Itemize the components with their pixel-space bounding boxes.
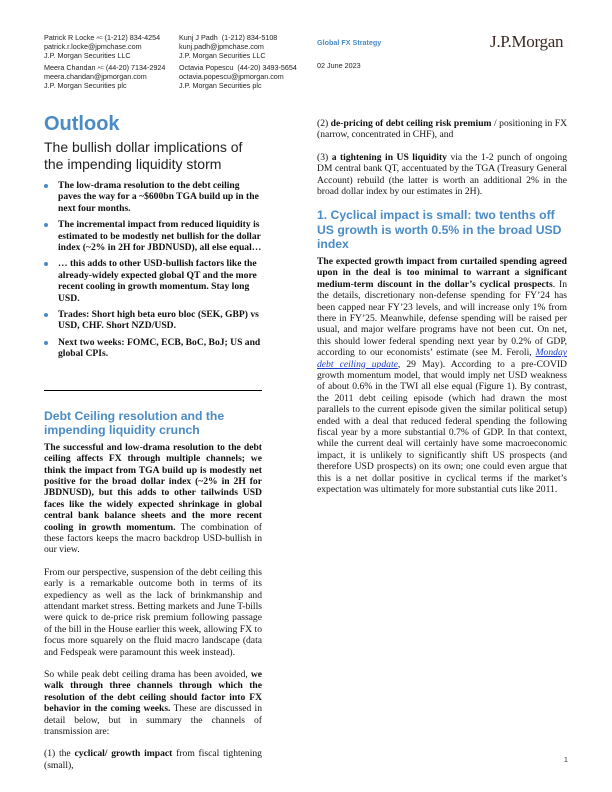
author-entity: J.P. Morgan Securities LLC — [44, 51, 131, 61]
bullet-icon — [44, 262, 48, 266]
author-column-right — [179, 33, 329, 92]
channel-1 — [44, 748, 262, 771]
text: via the 1-2 punch of ongoing DM central bank QT, accentuated by the TGA (Treasury General Account) rebuild (the latter is worth an additional 2% in the broad dollar index by our estimates in 2H). — [317, 151, 567, 198]
analyst-cert-mark: AC — [96, 35, 103, 40]
bullet-icon — [44, 313, 48, 317]
text: (3) — [317, 151, 332, 163]
section-title: 1. Cyclical impact is small: two tenths off US growth is worth 0.5% in the broad USD index — [317, 208, 562, 252]
text: (2) — [317, 118, 331, 129]
bullet-icon — [44, 184, 48, 188]
text: / positioning in FX (narrow, concentrated in CHF), and — [317, 118, 567, 141]
analyst-cert-mark: AC — [97, 64, 104, 70]
bold-text: The successful and low-drama resolution to the debt ceiling affects FX through multiple channels; we think the impact from TGA build up is modestly net positive for the broad dollar index (~2% in 2H for JBDNUSD), but this adds to other tailwinds USD faces like the widely expected shrinkage in global central bank balance sheets and the more recent cooling in growth momentum. — [44, 441, 262, 533]
left-column — [44, 113, 262, 782]
paragraph — [44, 442, 262, 556]
author-entry — [179, 33, 329, 61]
bullet-icon — [44, 223, 48, 227]
paragraph — [44, 669, 262, 737]
paragraph: From our perspective, suspension of the debt ceiling this early is a remarkable outcome both in terms of its expediency as well as the lack of brinkmanship and attendant market stress. Betting markets and June T-bills were quick to de-price risk premium following passage of the bill in the House earlier this week, allowing FX to focus more squarely on the fluid macro landscape (data and Fedspeak were paramount this week instead). — [44, 566, 262, 658]
section-divider — [44, 390, 262, 391]
outlook-title: Outlook — [44, 113, 120, 135]
author-entry — [179, 63, 329, 91]
key-points-list — [44, 180, 262, 360]
author-entity: J.P. Morgan Securities plc — [179, 81, 262, 91]
right-column — [317, 118, 567, 506]
text: from fiscal tightening (small), — [44, 748, 262, 771]
report-header — [317, 38, 381, 70]
author-phone: (1-212) 834-4254 — [104, 33, 161, 42]
channel-3 — [317, 152, 567, 198]
bullet-icon — [44, 341, 48, 345]
author-name: Kunj J Padh — [179, 33, 218, 42]
author-phone: (44-20) 3493-5654 — [237, 62, 297, 72]
text: . In the details, discretionary non-defense spending for FY’24 has been capped near FY’23 levels, and will increase only 1% from there in FY’25. Meanwhile, defense spending will be raised per usual, and major welfare programs have not been cut. On net, this should lower federal spending next year by 0.2% of GDP, according to our economists’ estimate (see M. Feroli, — [317, 278, 567, 359]
outlook-subtitle: The bullish dollar implications of the impending liquidity storm — [44, 139, 243, 172]
key-point-text: Next two weeks: FOMC, ECB, BoC, BoJ; US and global CPIs. — [58, 336, 261, 360]
author-email[interactable]: meera.chandan@jpmorgan.com — [44, 71, 147, 81]
report-series: Global FX Strategy — [317, 38, 382, 47]
bold-text: The expected growth impact from curtailed spending agreed upon in the deal is too minimal to warrant a significant medium-term discount in the dollar’s cyclical prospects — [317, 255, 567, 290]
author-entity: J.P. Morgan Securities plc — [44, 81, 127, 91]
author-email[interactable]: patrick.r.locke@jpmchase.com — [44, 42, 142, 52]
author-name: Octavia Popescu — [179, 62, 234, 72]
key-point-text: The incremental impact from reduced liquidity is estimated to be modestly net bullish for the dollar index (~2% in 2H for JBDNUSD), all else equal… — [58, 219, 262, 254]
author-entry — [44, 33, 194, 61]
author-entity: J.P. Morgan Securities LLC — [179, 51, 266, 61]
jpmorgan-logo: J.P.Morgan — [490, 32, 564, 51]
author-email[interactable]: octavia.popescu@jpmorgan.com — [179, 71, 284, 81]
bold-text: de-pricing of debt ceiling risk premium — [330, 118, 492, 129]
author-name: Meera Chandan — [44, 62, 96, 72]
author-column-left — [44, 33, 194, 92]
report-date: 02 June 2023 — [317, 61, 361, 70]
text: These are discussed in detail below, but in summary the channels of transmission are: — [44, 703, 262, 738]
paragraph — [317, 256, 567, 496]
key-point-text: … this adds to other USD-bullish factors like the already-widely expected global QT and the more recent cooling in growth momentum. Stay long USD. — [58, 258, 257, 304]
text: The combination of these factors keeps the macro backdrop USD-bullish in our view. — [44, 521, 262, 556]
key-point-text: The low-drama resolution to the debt ceiling paves the way for a ~$600bn TGA build up in the next four months. — [58, 180, 259, 214]
bold-text: we walk through three channels through which the resolution of the debt ceiling should factor into FX behavior in the coming weeks. — [44, 669, 262, 715]
bold-text: a tightening in US liquidity — [331, 151, 447, 163]
text: So while peak debt ceiling drama has been avoided, — [44, 669, 251, 680]
monday-debt-ceiling-update-link[interactable]: Monday debt ceiling update — [317, 347, 567, 370]
key-point — [44, 180, 262, 214]
bold-text: cyclical/ growth impact — [74, 748, 173, 760]
text: (1) the — [44, 748, 75, 760]
author-phone: (1-212) 834-5108 — [221, 33, 278, 42]
key-point — [44, 258, 262, 304]
key-point — [44, 219, 262, 253]
author-name: Patrick R Locke — [44, 33, 95, 42]
author-phone: (44-20) 7134-2924 — [105, 62, 166, 72]
key-point — [44, 337, 262, 360]
page-number: 1 — [564, 757, 568, 764]
author-entry — [44, 63, 194, 91]
text: , 29 May). According to a pre-COVID growth momentum model, that would imply net USD weakness of about 0.6% in the TWI all else equal (Figure 1). By contrast, the 2011 debt ceiling episode (which had drawn the most parallels to the current episode given the similar political setup) ended with a deal that reduced federal spending the following fiscal year by a more substantial 0.7% of GDP. In that context, while the current deal will certainly have some macroeconomic impact, it is unlikely to significantly shift US prospects (and therefore USD prospects) on its own; one could even argue that this is a net dollar positive in cyclical terms if the market’s expectation was ultimately for more substantial cuts like 2011. — [317, 358, 567, 496]
channel-2 — [317, 118, 567, 141]
key-point — [44, 309, 262, 332]
section-title: Debt Ceiling resolution and the impending liquidity crunch — [44, 408, 225, 438]
key-point-text: Trades: Short high beta euro bloc (SEK, GBP) vs USD, CHF. Short NZD/USD. — [58, 309, 259, 332]
author-email[interactable]: kunj.padh@jpmchase.com — [179, 42, 264, 52]
